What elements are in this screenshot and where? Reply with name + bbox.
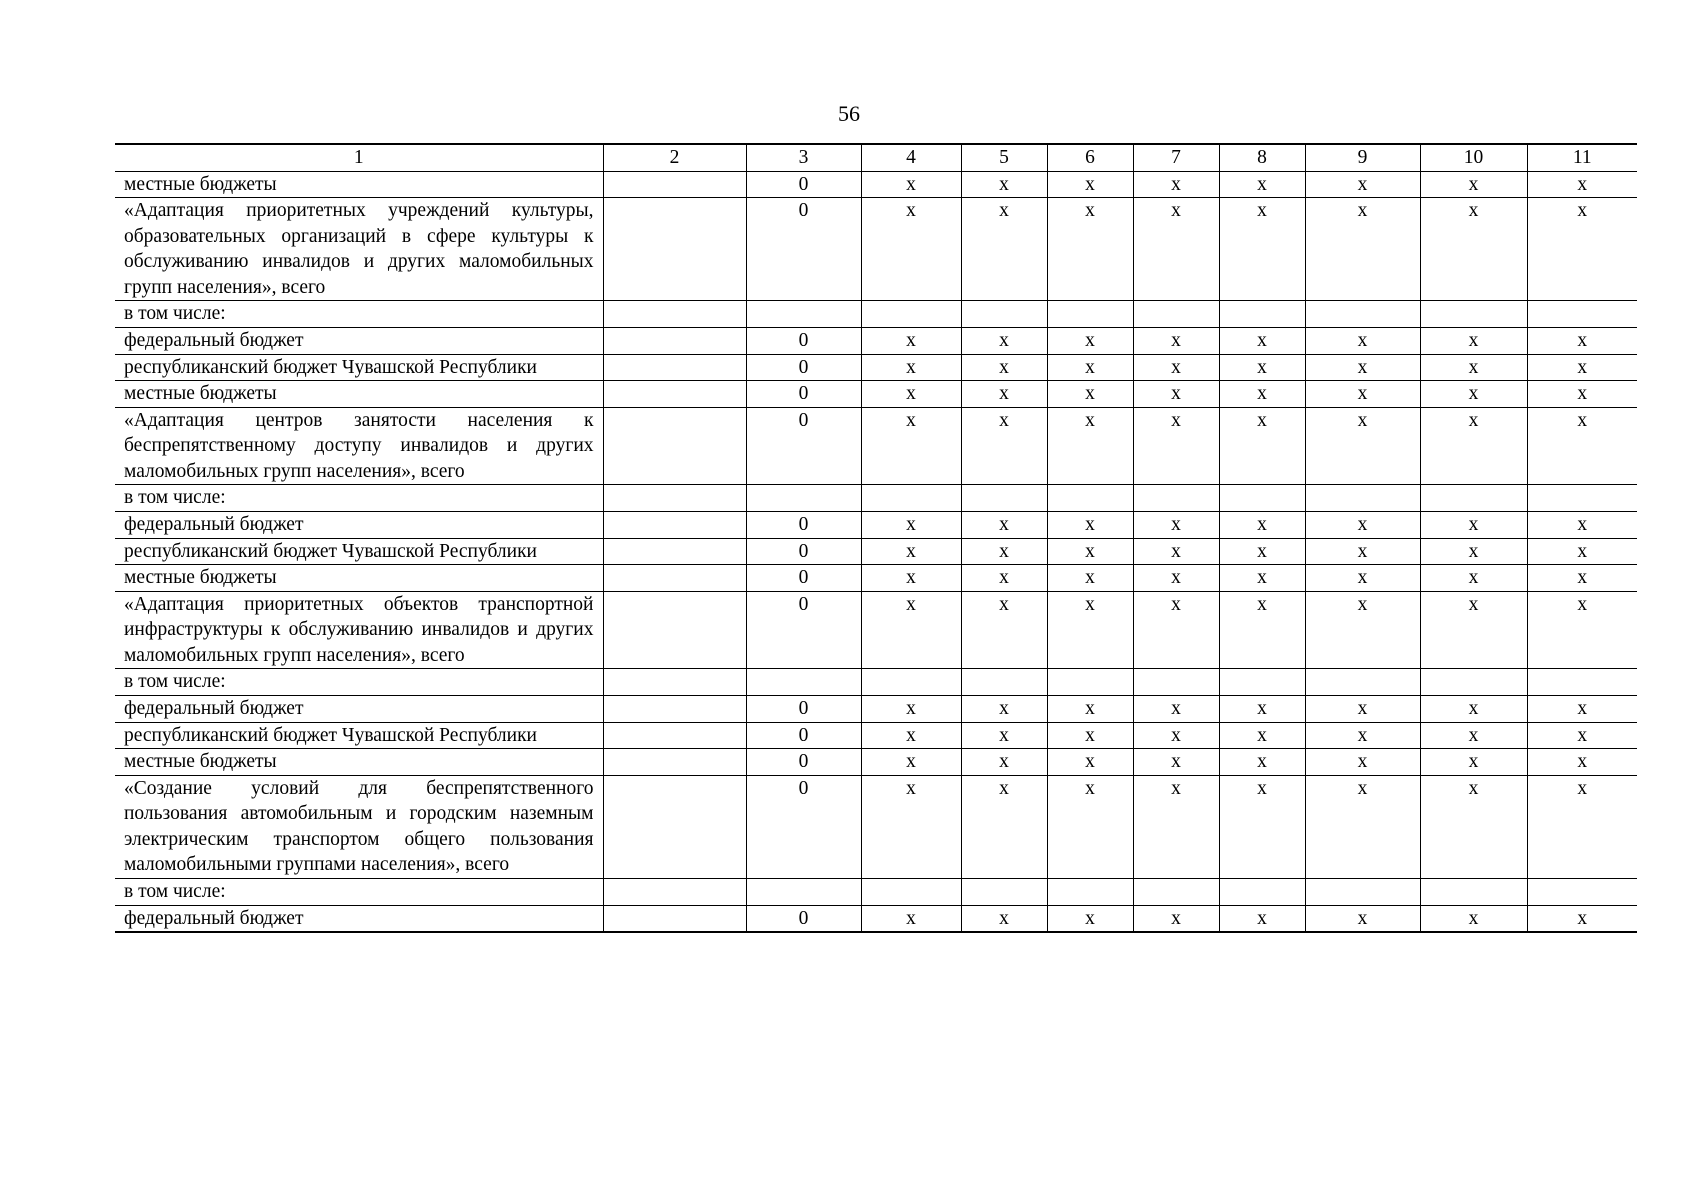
column-header: 10 bbox=[1420, 144, 1527, 171]
cell-col-3: 0 bbox=[746, 565, 861, 592]
cell-col-10: х bbox=[1420, 171, 1527, 198]
table-row bbox=[115, 591, 1637, 669]
cell-col-6: х bbox=[1047, 381, 1133, 408]
column-header: 11 bbox=[1527, 144, 1637, 171]
cell-col-5: х bbox=[961, 354, 1047, 381]
column-header: 5 bbox=[961, 144, 1047, 171]
cell-col-7: х bbox=[1133, 328, 1219, 355]
cell-col-7: х bbox=[1133, 905, 1219, 932]
cell-col-7: х bbox=[1133, 354, 1219, 381]
cell-col-3 bbox=[746, 301, 861, 328]
row-label: республиканский бюджет Чувашской Республики bbox=[115, 722, 603, 749]
cell-col-11 bbox=[1527, 878, 1637, 905]
cell-col-5 bbox=[961, 485, 1047, 512]
table-row bbox=[115, 301, 1637, 328]
cell-col-6: х bbox=[1047, 538, 1133, 565]
column-header: 2 bbox=[603, 144, 746, 171]
cell-col-8: х bbox=[1219, 749, 1305, 776]
cell-col-11: х bbox=[1527, 591, 1637, 669]
table-row bbox=[115, 905, 1637, 932]
cell-col-10: х bbox=[1420, 407, 1527, 485]
row-label: «Адаптация центров занятости населения к беспрепятственному доступу инвалидов и других маломобильных групп населения», всего bbox=[115, 407, 603, 485]
cell-col-8: х bbox=[1219, 538, 1305, 565]
cell-col-2 bbox=[603, 485, 746, 512]
cell-col-8: х bbox=[1219, 407, 1305, 485]
row-label: местные бюджеты bbox=[115, 749, 603, 776]
cell-col-6: х bbox=[1047, 512, 1133, 539]
cell-col-7 bbox=[1133, 669, 1219, 696]
cell-col-3: 0 bbox=[746, 775, 861, 878]
cell-col-7 bbox=[1133, 878, 1219, 905]
cell-col-5: х bbox=[961, 722, 1047, 749]
cell-col-2 bbox=[603, 696, 746, 723]
cell-col-9: х bbox=[1305, 775, 1420, 878]
cell-col-11: х bbox=[1527, 696, 1637, 723]
cell-col-7: х bbox=[1133, 565, 1219, 592]
cell-col-7: х bbox=[1133, 749, 1219, 776]
table-row bbox=[115, 328, 1637, 355]
cell-col-11: х bbox=[1527, 512, 1637, 539]
table-row bbox=[115, 407, 1637, 485]
cell-col-4 bbox=[861, 878, 961, 905]
table-row bbox=[115, 722, 1637, 749]
cell-col-5: х bbox=[961, 171, 1047, 198]
cell-col-8: х bbox=[1219, 696, 1305, 723]
row-label: в том числе: bbox=[115, 878, 603, 905]
cell-col-8: х bbox=[1219, 198, 1305, 301]
cell-col-11: х bbox=[1527, 749, 1637, 776]
table-row bbox=[115, 485, 1637, 512]
cell-col-6: х bbox=[1047, 591, 1133, 669]
cell-col-4: х bbox=[861, 381, 961, 408]
cell-col-2 bbox=[603, 591, 746, 669]
cell-col-7: х bbox=[1133, 512, 1219, 539]
table-row bbox=[115, 198, 1637, 301]
column-header: 8 bbox=[1219, 144, 1305, 171]
cell-col-3: 0 bbox=[746, 905, 861, 932]
row-label: федеральный бюджет bbox=[115, 512, 603, 539]
budget-table bbox=[115, 143, 1637, 933]
cell-col-4: х bbox=[861, 171, 961, 198]
cell-col-3: 0 bbox=[746, 328, 861, 355]
cell-col-8: х bbox=[1219, 591, 1305, 669]
table-row bbox=[115, 775, 1637, 878]
row-label: местные бюджеты bbox=[115, 171, 603, 198]
column-header: 6 bbox=[1047, 144, 1133, 171]
cell-col-5: х bbox=[961, 565, 1047, 592]
cell-col-6: х bbox=[1047, 696, 1133, 723]
cell-col-5: х bbox=[961, 198, 1047, 301]
cell-col-11: х bbox=[1527, 538, 1637, 565]
cell-col-9: х bbox=[1305, 696, 1420, 723]
row-label: «Создание условий для беспрепятственного пользования автомобильным и городским наземным электрическим транспортом общего пользования маломобильными группами населения», всего bbox=[115, 775, 603, 878]
row-label: федеральный бюджет bbox=[115, 328, 603, 355]
row-label: местные бюджеты bbox=[115, 565, 603, 592]
cell-col-7: х bbox=[1133, 696, 1219, 723]
cell-col-7: х bbox=[1133, 407, 1219, 485]
cell-col-5 bbox=[961, 301, 1047, 328]
cell-col-10: х bbox=[1420, 722, 1527, 749]
cell-col-5: х bbox=[961, 591, 1047, 669]
cell-col-2 bbox=[603, 749, 746, 776]
cell-col-6: х bbox=[1047, 407, 1133, 485]
cell-col-3: 0 bbox=[746, 538, 861, 565]
cell-col-10: х bbox=[1420, 565, 1527, 592]
cell-col-3: 0 bbox=[746, 722, 861, 749]
cell-col-2 bbox=[603, 198, 746, 301]
cell-col-10 bbox=[1420, 485, 1527, 512]
cell-col-6: х bbox=[1047, 565, 1133, 592]
cell-col-2 bbox=[603, 722, 746, 749]
cell-col-8: х bbox=[1219, 512, 1305, 539]
cell-col-10: х bbox=[1420, 328, 1527, 355]
cell-col-11 bbox=[1527, 485, 1637, 512]
cell-col-10: х bbox=[1420, 775, 1527, 878]
cell-col-8 bbox=[1219, 669, 1305, 696]
cell-col-3: 0 bbox=[746, 749, 861, 776]
cell-col-9: х bbox=[1305, 512, 1420, 539]
cell-col-4 bbox=[861, 485, 961, 512]
cell-col-6: х bbox=[1047, 171, 1133, 198]
column-header: 1 bbox=[115, 144, 603, 171]
row-label: «Адаптация приоритетных учреждений культуры, образовательных организаций в сфере культуры к обслуживанию инвалидов и других маломобильных групп населения», всего bbox=[115, 198, 603, 301]
cell-col-9 bbox=[1305, 669, 1420, 696]
cell-col-9: х bbox=[1305, 749, 1420, 776]
cell-col-7: х bbox=[1133, 198, 1219, 301]
cell-col-2 bbox=[603, 669, 746, 696]
column-header: 3 bbox=[746, 144, 861, 171]
cell-col-3: 0 bbox=[746, 591, 861, 669]
row-label: республиканский бюджет Чувашской Республики bbox=[115, 354, 603, 381]
cell-col-6 bbox=[1047, 669, 1133, 696]
cell-col-4 bbox=[861, 669, 961, 696]
cell-col-11: х bbox=[1527, 905, 1637, 932]
cell-col-9: х bbox=[1305, 591, 1420, 669]
cell-col-10: х bbox=[1420, 512, 1527, 539]
cell-col-4: х bbox=[861, 198, 961, 301]
cell-col-11: х bbox=[1527, 407, 1637, 485]
cell-col-5: х bbox=[961, 538, 1047, 565]
cell-col-5: х bbox=[961, 328, 1047, 355]
cell-col-2 bbox=[603, 775, 746, 878]
cell-col-6: х bbox=[1047, 354, 1133, 381]
table-row bbox=[115, 749, 1637, 776]
cell-col-7: х bbox=[1133, 591, 1219, 669]
cell-col-6 bbox=[1047, 878, 1133, 905]
cell-col-4 bbox=[861, 301, 961, 328]
cell-col-10: х bbox=[1420, 749, 1527, 776]
cell-col-10: х bbox=[1420, 538, 1527, 565]
cell-col-10: х bbox=[1420, 354, 1527, 381]
cell-col-10: х bbox=[1420, 591, 1527, 669]
cell-col-4: х bbox=[861, 905, 961, 932]
cell-col-2 bbox=[603, 512, 746, 539]
cell-col-10: х bbox=[1420, 905, 1527, 932]
cell-col-3: 0 bbox=[746, 198, 861, 301]
cell-col-4: х bbox=[861, 407, 961, 485]
cell-col-8: х bbox=[1219, 775, 1305, 878]
cell-col-11: х bbox=[1527, 354, 1637, 381]
cell-col-2 bbox=[603, 538, 746, 565]
cell-col-7: х bbox=[1133, 381, 1219, 408]
cell-col-10: х bbox=[1420, 381, 1527, 408]
row-label: в том числе: bbox=[115, 485, 603, 512]
cell-col-8: х bbox=[1219, 722, 1305, 749]
page-number: 56 bbox=[838, 101, 860, 126]
cell-col-4: х bbox=[861, 538, 961, 565]
row-label: в том числе: bbox=[115, 301, 603, 328]
cell-col-3: 0 bbox=[746, 171, 861, 198]
cell-col-4: х bbox=[861, 749, 961, 776]
cell-col-5 bbox=[961, 669, 1047, 696]
cell-col-8 bbox=[1219, 485, 1305, 512]
cell-col-9: х bbox=[1305, 354, 1420, 381]
cell-col-9 bbox=[1305, 485, 1420, 512]
column-header: 9 bbox=[1305, 144, 1420, 171]
cell-col-8 bbox=[1219, 301, 1305, 328]
cell-col-9 bbox=[1305, 878, 1420, 905]
cell-col-2 bbox=[603, 565, 746, 592]
cell-col-3: 0 bbox=[746, 381, 861, 408]
table-row bbox=[115, 512, 1637, 539]
cell-col-11: х bbox=[1527, 381, 1637, 408]
cell-col-8: х bbox=[1219, 905, 1305, 932]
cell-col-7: х bbox=[1133, 538, 1219, 565]
cell-col-6: х bbox=[1047, 905, 1133, 932]
cell-col-5: х bbox=[961, 512, 1047, 539]
cell-col-10 bbox=[1420, 301, 1527, 328]
cell-col-9: х bbox=[1305, 407, 1420, 485]
cell-col-11: х bbox=[1527, 171, 1637, 198]
cell-col-5: х bbox=[961, 381, 1047, 408]
row-label: в том числе: bbox=[115, 669, 603, 696]
cell-col-6: х bbox=[1047, 198, 1133, 301]
cell-col-2 bbox=[603, 301, 746, 328]
cell-col-8: х bbox=[1219, 565, 1305, 592]
cell-col-9: х bbox=[1305, 381, 1420, 408]
cell-col-6: х bbox=[1047, 722, 1133, 749]
cell-col-9 bbox=[1305, 301, 1420, 328]
row-label: «Адаптация приоритетных объектов транспортной инфраструктуры к обслуживанию инвалидов и других маломобильных групп населения», всего bbox=[115, 591, 603, 669]
table-row bbox=[115, 171, 1637, 198]
cell-col-9: х bbox=[1305, 538, 1420, 565]
cell-col-2 bbox=[603, 905, 746, 932]
cell-col-2 bbox=[603, 354, 746, 381]
cell-col-5: х bbox=[961, 905, 1047, 932]
cell-col-4: х bbox=[861, 354, 961, 381]
row-label: федеральный бюджет bbox=[115, 696, 603, 723]
table-row bbox=[115, 381, 1637, 408]
cell-col-8: х bbox=[1219, 354, 1305, 381]
cell-col-4: х bbox=[861, 696, 961, 723]
cell-col-4: х bbox=[861, 591, 961, 669]
cell-col-6: х bbox=[1047, 749, 1133, 776]
cell-col-4: х bbox=[861, 565, 961, 592]
cell-col-5: х bbox=[961, 696, 1047, 723]
cell-col-3: 0 bbox=[746, 354, 861, 381]
cell-col-9: х bbox=[1305, 722, 1420, 749]
cell-col-3 bbox=[746, 485, 861, 512]
table-row bbox=[115, 565, 1637, 592]
cell-col-7 bbox=[1133, 301, 1219, 328]
cell-col-4: х bbox=[861, 328, 961, 355]
cell-col-10: х bbox=[1420, 696, 1527, 723]
cell-col-11: х bbox=[1527, 722, 1637, 749]
row-label: республиканский бюджет Чувашской Республики bbox=[115, 538, 603, 565]
row-label: федеральный бюджет bbox=[115, 905, 603, 932]
cell-col-4: х bbox=[861, 512, 961, 539]
cell-col-3 bbox=[746, 669, 861, 696]
table-row bbox=[115, 696, 1637, 723]
cell-col-9: х bbox=[1305, 328, 1420, 355]
table-row bbox=[115, 878, 1637, 905]
cell-col-9: х bbox=[1305, 171, 1420, 198]
cell-col-7: х bbox=[1133, 171, 1219, 198]
table-body bbox=[115, 144, 1637, 932]
table-row bbox=[115, 354, 1637, 381]
cell-col-11: х bbox=[1527, 565, 1637, 592]
cell-col-6 bbox=[1047, 301, 1133, 328]
cell-col-11: х bbox=[1527, 328, 1637, 355]
cell-col-3: 0 bbox=[746, 407, 861, 485]
cell-col-6: х bbox=[1047, 328, 1133, 355]
cell-col-8: х bbox=[1219, 328, 1305, 355]
row-label: местные бюджеты bbox=[115, 381, 603, 408]
cell-col-9: х bbox=[1305, 198, 1420, 301]
cell-col-5 bbox=[961, 878, 1047, 905]
cell-col-9: х bbox=[1305, 905, 1420, 932]
cell-col-2 bbox=[603, 328, 746, 355]
table-row bbox=[115, 669, 1637, 696]
cell-col-10 bbox=[1420, 669, 1527, 696]
cell-col-6 bbox=[1047, 485, 1133, 512]
cell-col-10 bbox=[1420, 878, 1527, 905]
cell-col-3: 0 bbox=[746, 696, 861, 723]
cell-col-7: х bbox=[1133, 722, 1219, 749]
cell-col-3 bbox=[746, 878, 861, 905]
cell-col-10: х bbox=[1420, 198, 1527, 301]
header-row bbox=[115, 144, 1637, 171]
cell-col-7 bbox=[1133, 485, 1219, 512]
column-header: 7 bbox=[1133, 144, 1219, 171]
cell-col-11 bbox=[1527, 301, 1637, 328]
cell-col-9: х bbox=[1305, 565, 1420, 592]
column-header: 4 bbox=[861, 144, 961, 171]
cell-col-4: х bbox=[861, 722, 961, 749]
cell-col-5: х bbox=[961, 775, 1047, 878]
table-row bbox=[115, 538, 1637, 565]
cell-col-2 bbox=[603, 878, 746, 905]
cell-col-8 bbox=[1219, 878, 1305, 905]
cell-col-2 bbox=[603, 171, 746, 198]
cell-col-8: х bbox=[1219, 381, 1305, 408]
cell-col-2 bbox=[603, 381, 746, 408]
cell-col-11 bbox=[1527, 669, 1637, 696]
cell-col-7: х bbox=[1133, 775, 1219, 878]
cell-col-4: х bbox=[861, 775, 961, 878]
cell-col-2 bbox=[603, 407, 746, 485]
cell-col-8: х bbox=[1219, 171, 1305, 198]
cell-col-3: 0 bbox=[746, 512, 861, 539]
cell-col-6: х bbox=[1047, 775, 1133, 878]
cell-col-11: х bbox=[1527, 198, 1637, 301]
cell-col-5: х bbox=[961, 407, 1047, 485]
cell-col-5: х bbox=[961, 749, 1047, 776]
cell-col-11: х bbox=[1527, 775, 1637, 878]
